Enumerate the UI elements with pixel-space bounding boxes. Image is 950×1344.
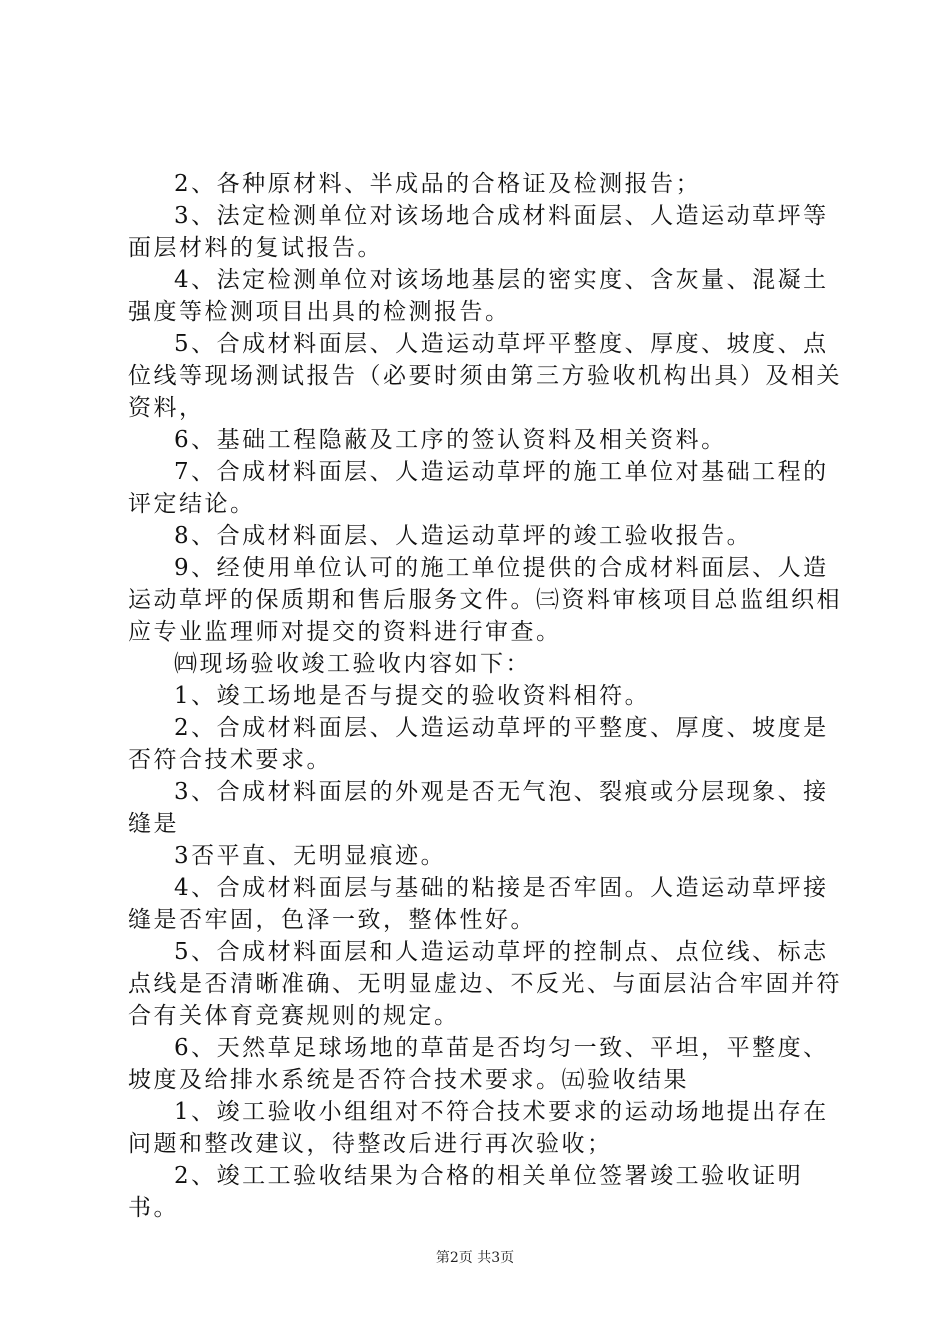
paragraph: 4、合成材料面层与基础的粘接是否牢固。人造运动草坪接缝是否牢固，色泽一致，整体性好。 [128,875,829,933]
paragraph: 4、法定检测单位对该场地基层的密实度、含灰量、混凝土强度等检测项目出具的检测报告。 [128,267,829,325]
paragraph: 3否平直、无明显痕迹。 [174,843,447,869]
paragraph: 1、竣工验收小组组对不符合技术要求的运动场地提出存在问题和整改建议，待整改后进行再次验收； [128,1099,829,1157]
paragraph: 5、合成材料面层和人造运动草坪的控制点、点位线、标志点线是否清晰准确、无明显虚边、不反光、与面层沾合牢固并符合有关体育竞赛规则的规定。 [128,939,842,1029]
paragraph: 6、基础工程隐蔽及工序的签认资料及相关资料。 [174,427,727,453]
paragraph: ㈣现场验收竣工验收内容如下： [174,651,531,677]
paragraph: 2、各种原材料、半成品的合格证及检测报告； [174,171,702,197]
paragraph: 2、竣工工验收结果为合格的相关单位签署竣工验收证明书。 [128,1163,804,1221]
document-body [128,168,848,1224]
paragraph: 7、合成材料面层、人造运动草坪的施工单位对基础工程的评定结论。 [128,459,829,517]
paragraph: 6、天然草足球场地的草苗是否均匀一致、平坦，平整度、坡度及给排水系统是否符合技术要求。㈤验收结果 [128,1035,829,1093]
paragraph: 2、合成材料面层、人造运动草坪的平整度、厚度、坡度是否符合技术要求。 [128,715,829,773]
page-footer: 第2页 共3页 [435,1250,515,1266]
paragraph: 5、合成材料面层、人造运动草坪平整度、厚度、坡度、点位线等现场测试报告（必要时须由第三方验收机构出具）及相关资料， [128,331,842,421]
paragraph: 9、经使用单位认可的施工单位提供的合成材料面层、人造运动草坪的保质期和售后服务文件。㈢资料审核项目总监组织相应专业监理师对提交的资料进行审查。 [128,555,842,645]
paragraph: 3、合成材料面层的外观是否无气泡、裂痕或分层现象、接缝是 [128,779,829,837]
paragraph: 8、合成材料面层、人造运动草坪的竣工验收报告。 [174,523,753,549]
paragraph: 1、竣工场地是否与提交的验收资料相符。 [174,683,651,709]
paragraph: 3、法定检测单位对该场地合成材料面层、人造运动草坪等面层材料的复试报告。 [128,203,829,261]
